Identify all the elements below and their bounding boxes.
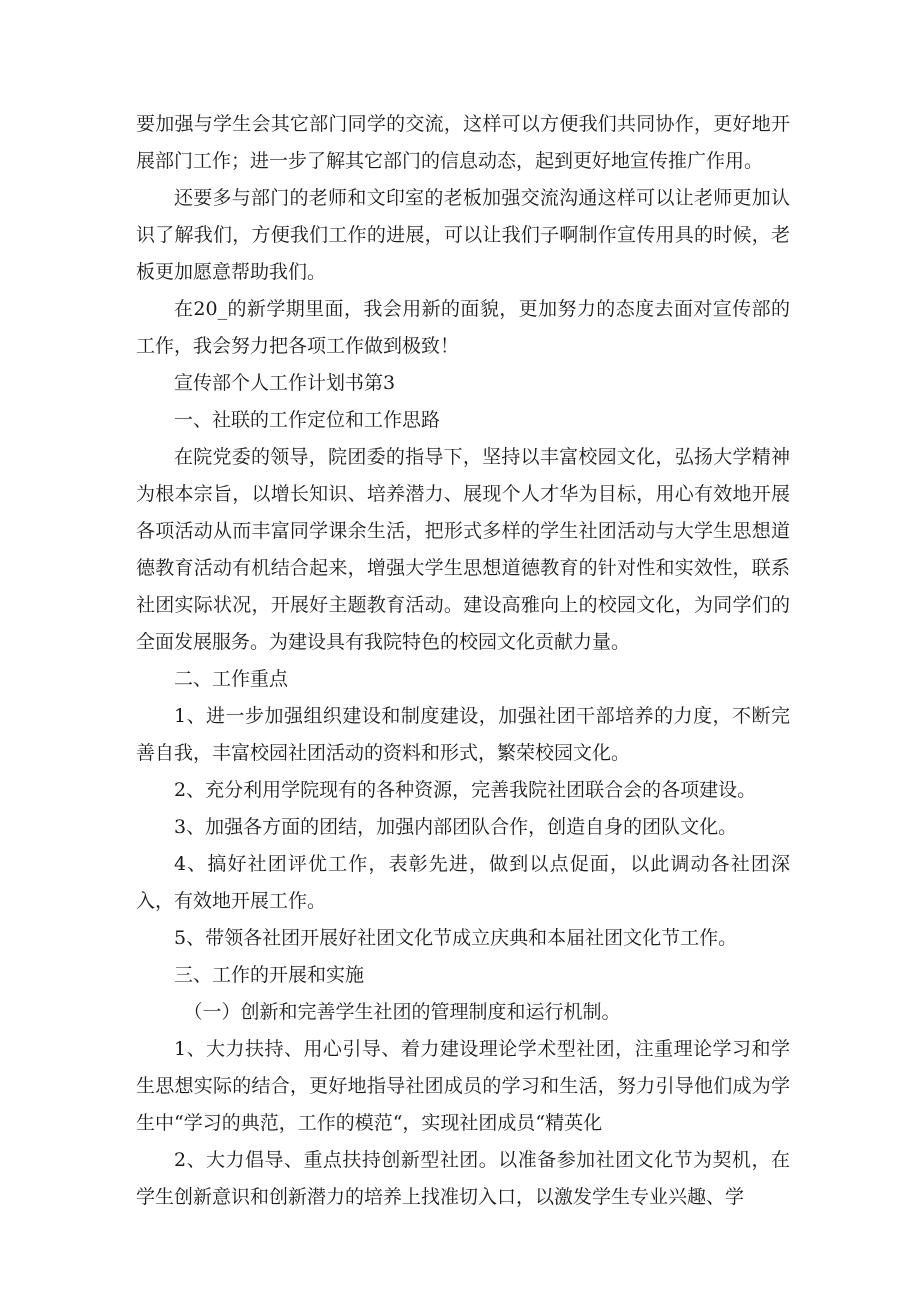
subheading-management: （一）创新和完善学生社团的管理制度和运行机制。 [183, 1001, 621, 1023]
heading-positioning: 一、社联的工作定位和工作思路 [174, 409, 441, 431]
list-item-2: 2、充分利用学院现有的各种资源，完善我院社团联合会的各项建设。 [174, 779, 757, 801]
heading-implementation: 三、工作的开展和实施 [174, 964, 365, 986]
paragraph-theory-clubs: 1、大力扶持、用心引导、着力建设理论学术型社团，注重理论学习和学生思想实际的结合，更好地指导社团成员的学习和生活，努力引导他们成为学生中“学习的典范，工作的模范“，实现社团成员“精英化 [136, 1038, 790, 1134]
list-item-4: 4、搞好社团评优工作，表彰先进，做到以点促面，以此调动各社团深入，有效地开展工作。 [136, 853, 790, 912]
paragraph-department-communication: 要加强与学生会其它部门同学的交流，这样可以方便我们共同协作，更好地开展部门工作；进一步了解其它部门的信息动态，起到更好地宣传推广作用。 [136, 113, 790, 172]
paragraph-guiding-principle: 在院党委的领导，院团委的指导下，坚持以丰富校园文化，弘扬大学精神为根本宗旨，以增长知识、培养潜力、展现个人才华为目标，用心有效地开展各项活动从而丰富同学课余生活，把形式多样的学生社团活动与大学生思想道德教育活动有机结合起来，增强大学生思想道德教育的针对性和实效性，联系社团实际状况，开展好主题教育活动。建设高雅向上的校园文化，为同学们的全面发展服务。为建设具有我院特色的校园文化贡献力量。 [136, 446, 790, 653]
list-item-5: 5、带领各社团开展好社团文化节成立庆典和本届社团文化节工作。 [174, 927, 738, 949]
document-body [136, 106, 790, 1216]
section-title-plan-3: 宣传部个人工作计划书第3 [174, 372, 396, 394]
paragraph-new-semester: 在20_的新学期里面，我会用新的面貌，更加努力的态度去面对宣传部的工作，我会努力把各项工作做到极致！ [136, 298, 790, 357]
paragraph-teacher-communication: 还要多与部门的老师和文印室的老板加强交流沟通这样可以让老师更加认识了解我们，方便我们工作的进展，可以让我们子啊制作宣传用具的时候，老板更加愿意帮助我们。 [136, 187, 790, 283]
list-item-3: 3、加强各方面的团结，加强内部团队合作，创造自身的团队文化。 [174, 816, 738, 838]
heading-key-work: 二、工作重点 [174, 668, 289, 690]
list-item-1: 1、进一步加强组织建设和制度建设，加强社团干部培养的力度，不断完善自我，丰富校园社团活动的资料和形式，繁荣校园文化。 [136, 705, 790, 764]
paragraph-innovation-clubs: 2、大力倡导、重点扶持创新型社团。以准备参加社团文化节为契机，在学生创新意识和创新潜力的培养上找准切入口，以激发学生专业兴趣、学 [136, 1149, 790, 1208]
